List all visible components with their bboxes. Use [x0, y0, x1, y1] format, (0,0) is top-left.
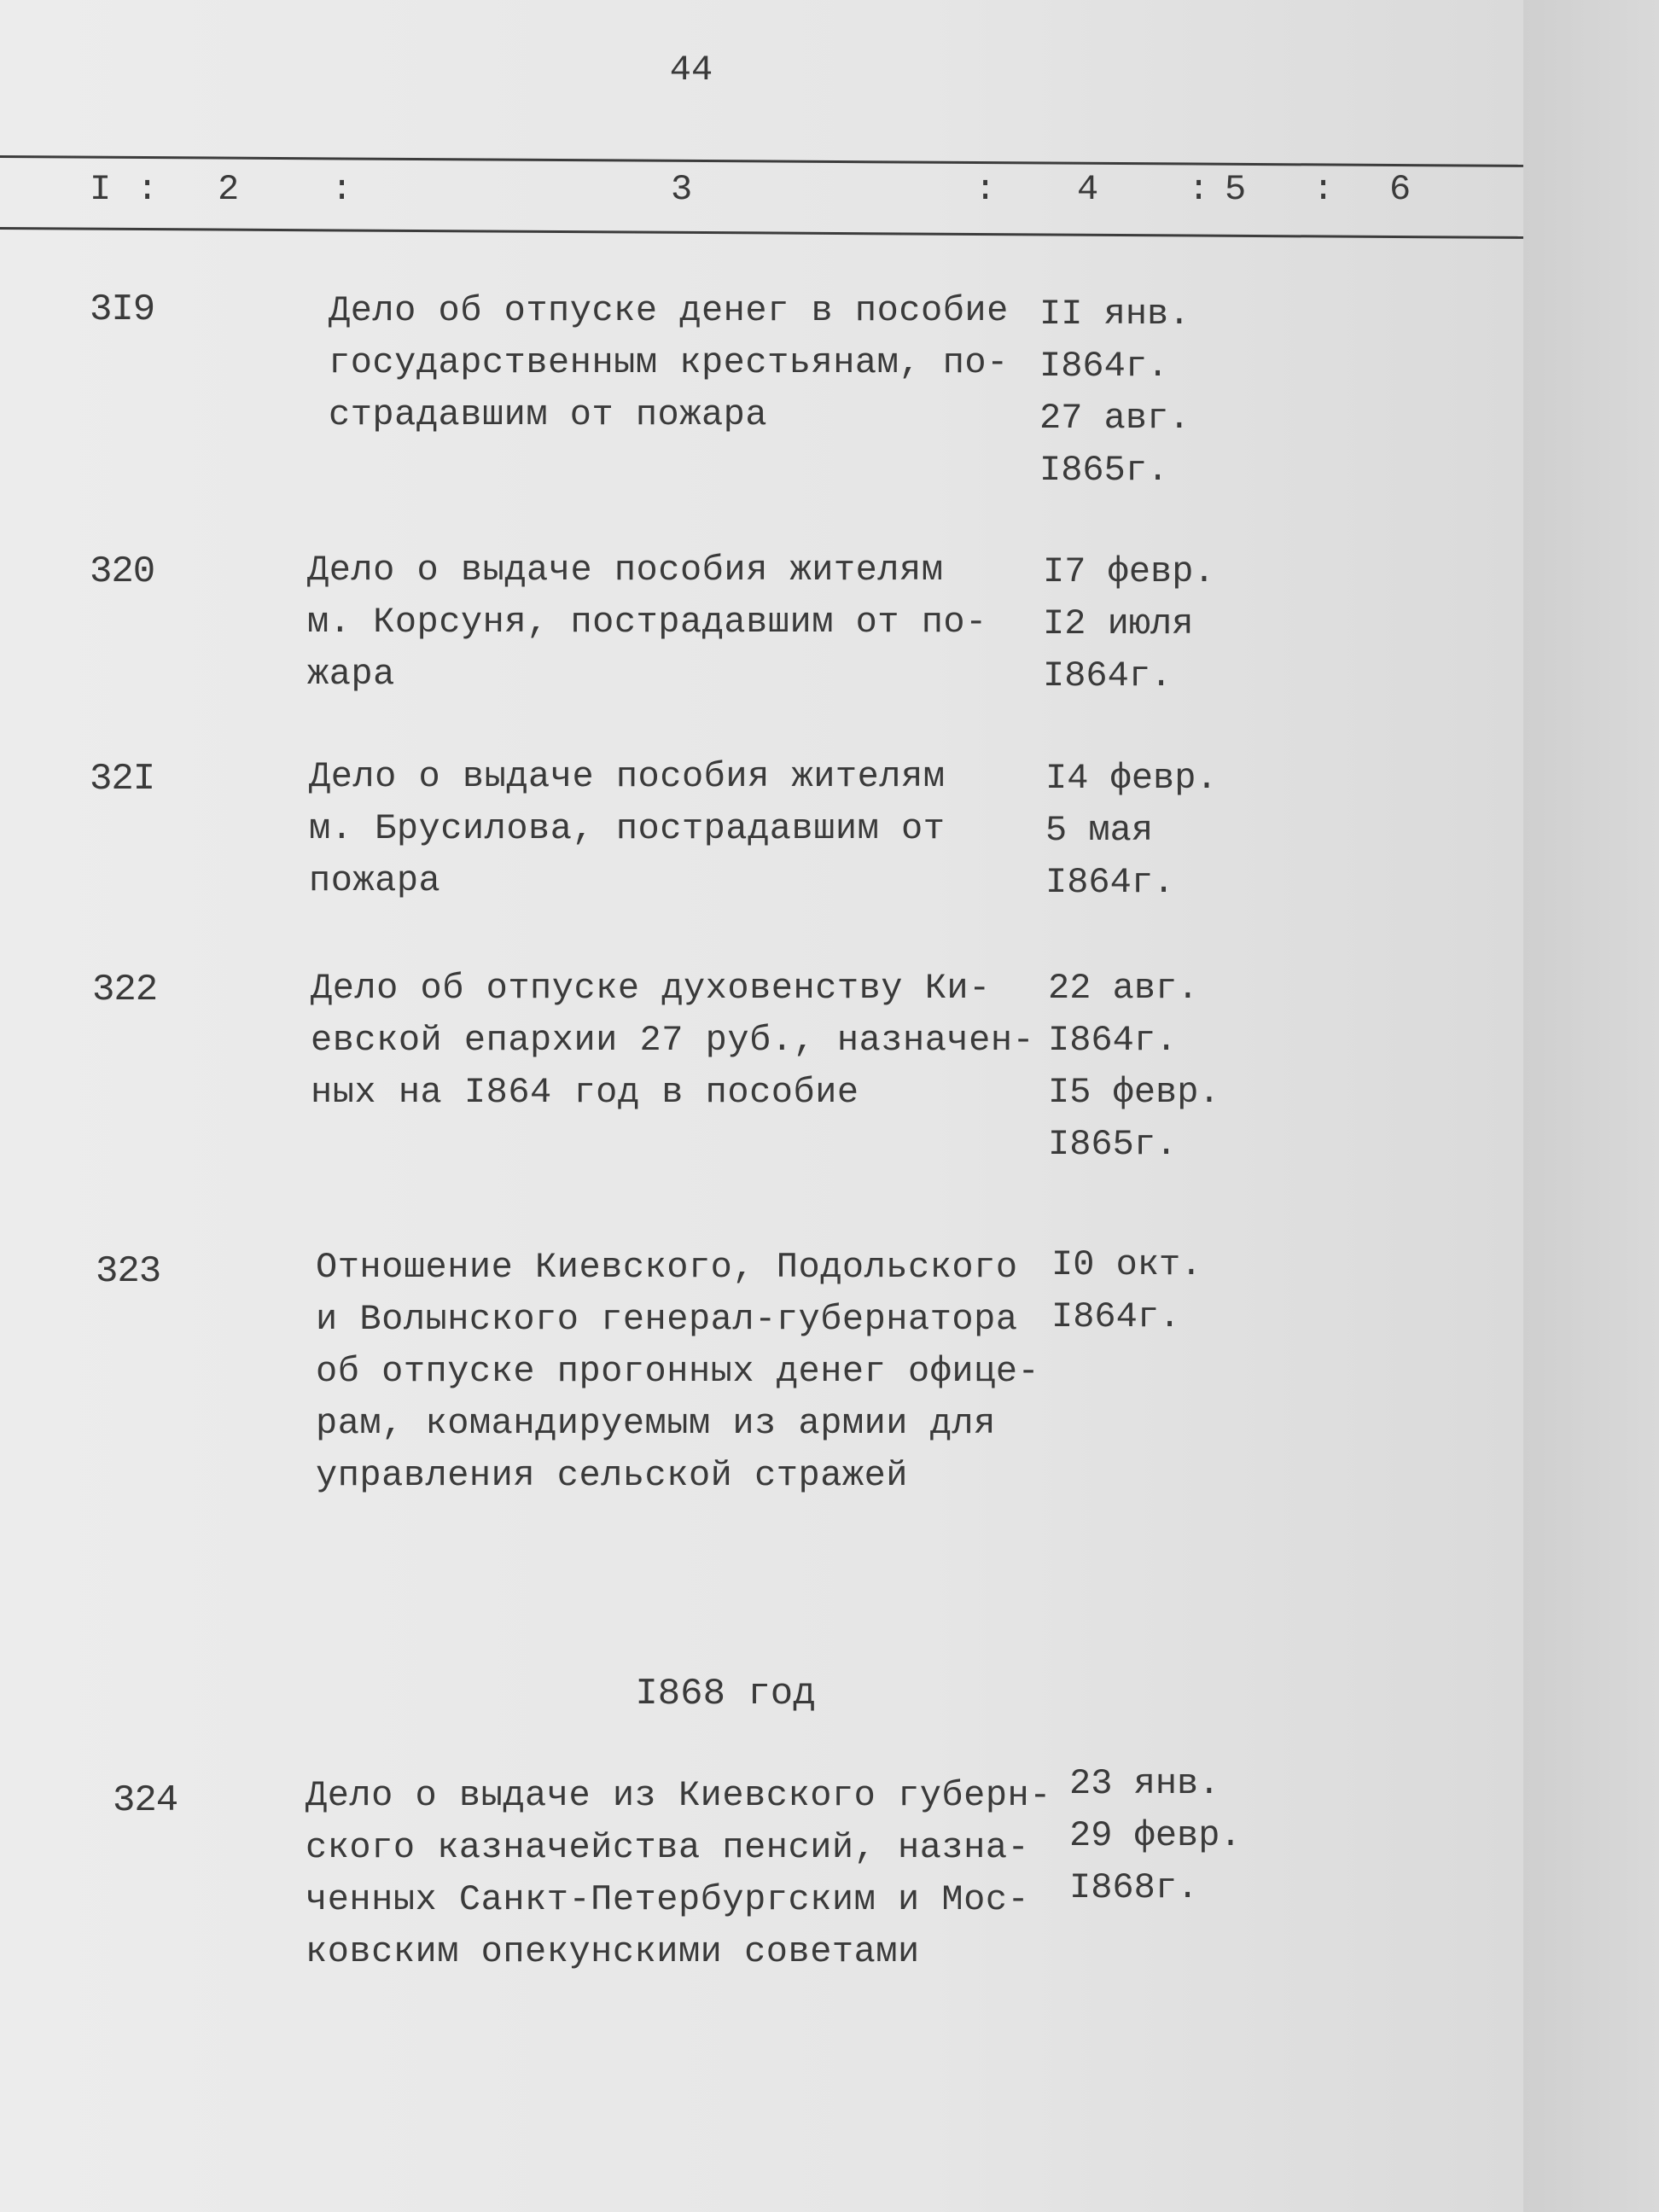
header-col-1: I: [90, 169, 112, 210]
description-line: ковским опекунскими советами: [306, 1931, 920, 1972]
header-separator: :: [331, 169, 353, 210]
entry-number: 323: [96, 1250, 161, 1293]
entry-number: 32I: [90, 758, 155, 800]
date-line: 29 февр.: [1069, 1815, 1242, 1856]
date-line: 5 мая: [1045, 810, 1154, 851]
date-line: 27 авг.: [1039, 398, 1190, 439]
date-line: I864г.: [1051, 1296, 1181, 1337]
date-line: I865г.: [1039, 450, 1169, 491]
header-col-2: 2: [218, 169, 240, 210]
entry-number: 3I9: [90, 288, 155, 331]
entry-description: [329, 285, 1009, 441]
entry-description: [309, 751, 945, 907]
entry-dates: [1039, 288, 1190, 497]
description-line: ченных Санкт-Петербургским и Мос-: [306, 1879, 1030, 1920]
date-line: I0 окт.: [1051, 1244, 1202, 1285]
date-line: I5 февр.: [1048, 1072, 1220, 1113]
date-line: I868г.: [1069, 1867, 1199, 1908]
description-line: пожара: [309, 860, 441, 901]
date-line: I864г.: [1048, 1020, 1178, 1061]
description-line: Дело о выдаче пособия жителям: [307, 550, 944, 591]
date-line: 23 янв.: [1069, 1763, 1220, 1804]
description-line: жара: [307, 654, 395, 695]
date-line: I864г.: [1043, 655, 1173, 696]
entry-dates: [1051, 1239, 1202, 1343]
header-separator: :: [1313, 169, 1335, 210]
description-line: страдавшим от пожара: [329, 394, 768, 435]
description-line: ского казначейства пенсий, назна-: [306, 1827, 1030, 1868]
header-separator: :: [975, 169, 997, 210]
header-col-4: 4: [1077, 169, 1099, 210]
date-line: II янв.: [1039, 294, 1190, 335]
description-line: м. Брусилова, пострадавшим от: [309, 808, 946, 849]
entry-number: 324: [113, 1779, 178, 1822]
entry-dates: [1048, 963, 1220, 1171]
description-line: евской епархии 27 руб., назначен-: [311, 1020, 1035, 1061]
header-col-3: 3: [671, 169, 693, 210]
page-number: 44: [669, 49, 713, 90]
description-line: м. Корсуня, пострадавшим от по-: [307, 602, 987, 643]
paper-edge: [1523, 0, 1659, 2212]
entry-description: [306, 1770, 1051, 1978]
date-line: I2 июля: [1043, 603, 1194, 644]
date-line: I7 февр.: [1043, 551, 1215, 592]
date-line: I864г.: [1045, 862, 1175, 903]
date-line: I864г.: [1039, 346, 1169, 387]
header-col-6: 6: [1389, 169, 1412, 210]
description-line: Дело об отпуске денег в пособие: [329, 290, 1009, 331]
description-line: Дело о выдаче пособия жителям: [309, 756, 946, 797]
entry-description: [307, 544, 987, 701]
date-line: 22 авг.: [1048, 968, 1199, 1009]
entry-description: [311, 963, 1034, 1119]
description-line: Отношение Киевского, Подольского: [316, 1247, 1018, 1288]
header-col-5: 5: [1225, 169, 1247, 210]
description-line: об отпуске прогонных денег офице-: [316, 1351, 1040, 1392]
year-heading: I868 год: [635, 1673, 816, 1715]
date-line: I4 февр.: [1045, 758, 1218, 799]
header-separator: :: [137, 169, 159, 210]
entry-description: [316, 1242, 1039, 1502]
description-line: государственным крестьянам, по-: [329, 342, 1009, 383]
date-line: I865г.: [1048, 1124, 1178, 1165]
description-line: рам, командируемым из армии для: [316, 1403, 996, 1444]
description-line: управления сельской стражей: [316, 1455, 909, 1496]
entry-dates: [1045, 753, 1218, 909]
description-line: и Волынского генерал-губернатора: [316, 1299, 1018, 1340]
entry-dates: [1043, 546, 1215, 702]
description-line: ных на I864 год в пособие: [311, 1072, 859, 1113]
entry-number: 322: [92, 969, 158, 1011]
description-line: Дело об отпуске духовенству Ки-: [311, 968, 991, 1009]
description-line: Дело о выдаче из Киевского губерн-: [306, 1775, 1051, 1816]
header-separator: :: [1188, 169, 1210, 210]
entry-number: 320: [90, 550, 155, 593]
entry-dates: [1069, 1758, 1242, 1914]
